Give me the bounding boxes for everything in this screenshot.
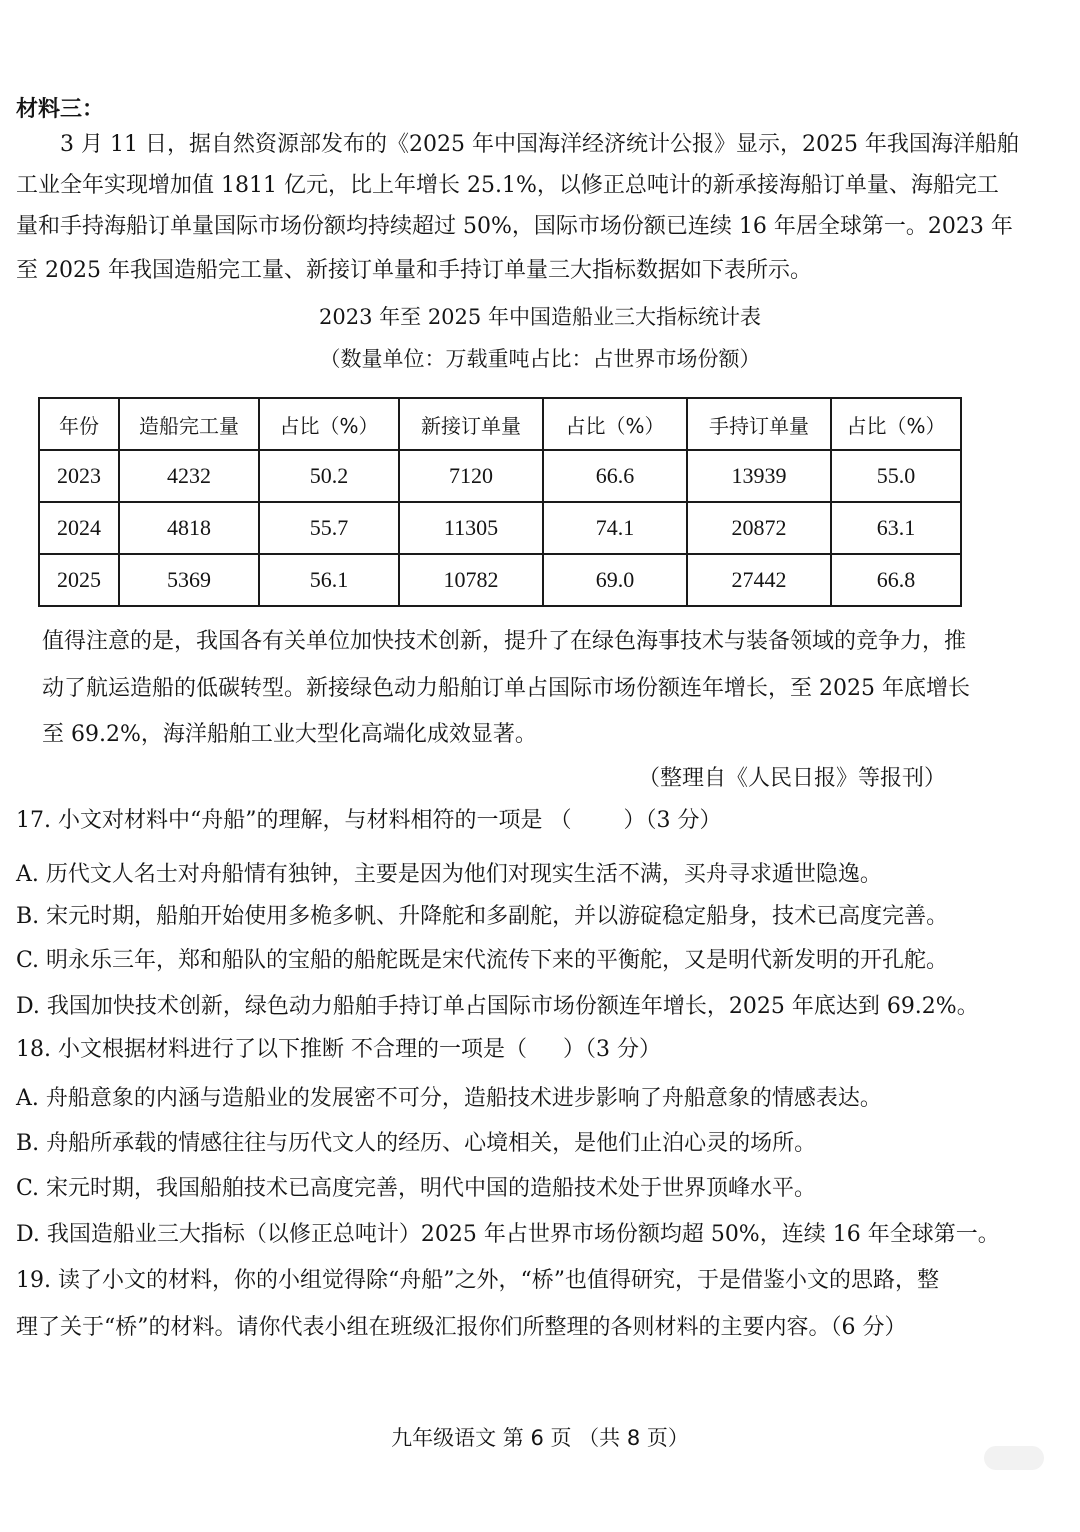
table-header-cell: 造船完工量 xyxy=(119,398,259,450)
table-cell: 69.0 xyxy=(543,554,687,606)
q17-option-b: B. 宋元时期，船舶开始使用多桅多帆、升降舵和多副舵，并以游碇稳定船身，技术已高度完善。 xyxy=(16,904,949,929)
table-cell: 2025 xyxy=(39,554,119,606)
q18-option-b: B. 舟船所承载的情感往往与历代文人的经历、心境相关，是他们止泊心灵的场所。 xyxy=(16,1131,817,1156)
q19-stem-line: 理了关于“桥”的材料。请你代表小组在班级汇报你们所整理的各则材料的主要内容。（6 分） xyxy=(16,1315,907,1340)
table-header-cell: 占比（%） xyxy=(543,398,687,450)
page-footer: 九年级语文 第 6 页 （共 8 页） xyxy=(391,1426,689,1450)
table-cell: 50.2 xyxy=(259,450,399,502)
table-cell: 4232 xyxy=(119,450,259,502)
material-para1-line: 工业全年实现增加值 1811 亿元，比上年增长 25.1%，以修正总吨计的新承接海船订单量、海船完工 xyxy=(16,173,999,198)
q18-option-c: C. 宋元时期，我国船舶技术已高度完善，明代中国的造船技术处于世界顶峰水平。 xyxy=(16,1176,817,1201)
table-cell: 66.6 xyxy=(543,450,687,502)
q18-option-d: D. 我国造船业三大指标（以修正总吨计）2025 年占世界市场份额均超 50%，连续 16 年全球第一。 xyxy=(16,1222,1000,1247)
table-subtitle: （数量单位：万载重吨占比：占世界市场份额） xyxy=(319,347,761,371)
source-note: （整理自《人民日报》等报刊） xyxy=(637,766,946,791)
table-header-row xyxy=(39,398,961,450)
q17-stem-points: ）（3 分） xyxy=(623,808,722,833)
q17-stem-text: 17. 小文对材料中“舟船”的理解，与材料相符的一项是 （ xyxy=(16,808,572,833)
table-cell: 20872 xyxy=(687,502,831,554)
material-para1-line: 至 2025 年我国造船完工量、新接订单量和手持订单量三大指标数据如下表所示。 xyxy=(16,258,812,283)
table-cell: 7120 xyxy=(399,450,543,502)
table-row xyxy=(39,502,961,554)
q18-stem-points: ）（3 分） xyxy=(562,1037,661,1062)
table-cell: 2024 xyxy=(39,502,119,554)
table-cell: 13939 xyxy=(687,450,831,502)
table-cell: 63.1 xyxy=(831,502,961,554)
table-cell: 66.8 xyxy=(831,554,961,606)
q18-stem xyxy=(16,1035,966,1065)
table-header-cell: 年份 xyxy=(39,398,119,450)
table-cell: 27442 xyxy=(687,554,831,606)
shipbuilding-stats-table xyxy=(38,397,962,607)
table-cell: 2023 xyxy=(39,450,119,502)
q17-option-a: A. 历代文人名士对舟船情有独钟，主要是因为他们对现实生活不满，买舟寻求遁世隐逸。 xyxy=(16,862,882,887)
table-cell: 10782 xyxy=(399,554,543,606)
table-row xyxy=(39,554,961,606)
q18-option-a: A. 舟船意象的内涵与造船业的发展密不可分，造船技术进步影响了舟船意象的情感表达。 xyxy=(16,1086,882,1111)
table-header-cell: 新接订单量 xyxy=(399,398,543,450)
q17-option-d: D. 我国加快技术创新，绿色动力船舶手持订单占国际市场份额连年增长，2025 年底达到 69.2%。 xyxy=(16,994,979,1019)
q18-stem-text: 18. 小文根据材料进行了以下推断 不合理的一项是（ xyxy=(16,1037,527,1062)
table-cell: 55.0 xyxy=(831,450,961,502)
watermark-badge xyxy=(984,1446,1044,1470)
table-header-cell: 手持订单量 xyxy=(687,398,831,450)
table-row xyxy=(39,450,961,502)
material-label: 材料三： xyxy=(16,96,105,122)
q19-stem-line: 19. 读了小文的材料，你的小组觉得除“舟船”之外，“桥”也值得研究，于是借鉴小文的思路，整 xyxy=(16,1268,939,1293)
material-para2-line: 动了航运造船的低碳转型。新接绿色动力船舶订单占国际市场份额连年增长，至 2025 年底增长 xyxy=(42,676,970,701)
table-cell: 5369 xyxy=(119,554,259,606)
table-cell: 55.7 xyxy=(259,502,399,554)
table-cell: 56.1 xyxy=(259,554,399,606)
table-header-cell: 占比（%） xyxy=(259,398,399,450)
material-para1-line: 3 月 11 日，据自然资源部发布的《2025 年中国海洋经济统计公报》显示，2025 年我国海洋船舶 xyxy=(60,132,1019,157)
material-para2-line: 至 69.2%，海洋船舶工业大型化高端化成效显著。 xyxy=(42,722,537,747)
table-cell: 4818 xyxy=(119,502,259,554)
q17-option-c: C. 明永乐三年，郑和船队的宝船的船舵既是宋代流传下来的平衡舵，又是明代新发明的开孔舵。 xyxy=(16,948,949,973)
table-cell: 74.1 xyxy=(543,502,687,554)
material-para2-line: 值得注意的是，我国各有关单位加快技术创新，提升了在绿色海事技术与装备领域的竞争力，推 xyxy=(42,629,967,654)
q17-stem xyxy=(16,806,966,836)
table-header-cell: 占比（%） xyxy=(831,398,961,450)
material-para1-line: 量和手持海船订单量国际市场份额均持续超过 50%，国际市场份额已连续 16 年居全球第一。2023 年 xyxy=(16,214,1013,239)
table-title: 2023 年至 2025 年中国造船业三大指标统计表 xyxy=(319,305,761,329)
table-cell: 11305 xyxy=(399,502,543,554)
